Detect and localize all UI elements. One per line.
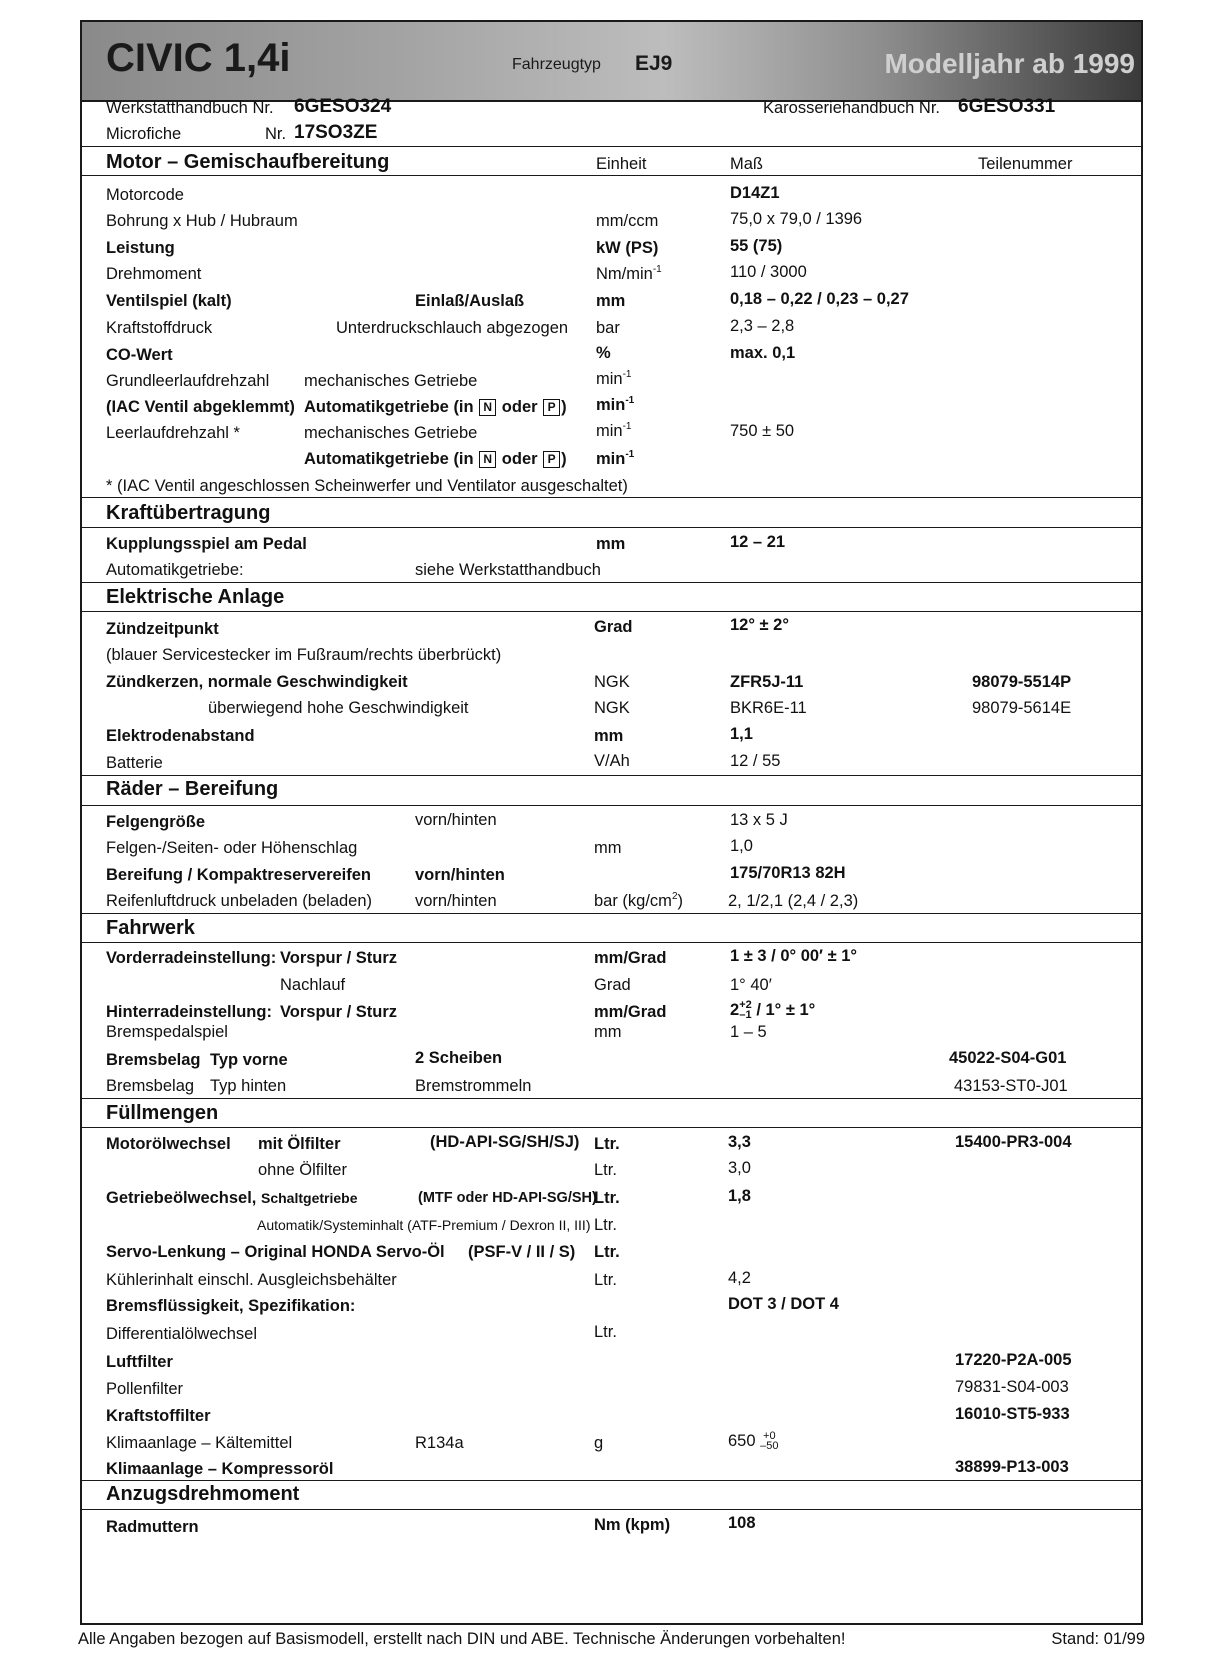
- divider: [82, 497, 1141, 498]
- brake-fluid-value: DOT 3 / DOT 4: [728, 1295, 839, 1313]
- idle-speed-value: 750 ± 50: [730, 422, 795, 440]
- section-title-motor: Motor – Gemischaufbereitung: [106, 151, 390, 173]
- fuel-filter-part: 16010-ST5-933: [955, 1405, 1070, 1423]
- fuel-pressure-condition: Unterdruckschlauch abgezogen: [336, 319, 569, 337]
- valve-clearance-value: 0,18 – 0,22 / 0,23 – 0,27: [730, 290, 909, 308]
- divider: [82, 805, 1141, 806]
- pollen-filter-label: Pollenfilter: [106, 1380, 184, 1398]
- refrigerant-unit: g: [594, 1434, 604, 1452]
- power-value: 55 (75): [730, 237, 783, 255]
- rear-alignment-value: 2+2 –1 / 1° ± 1°: [730, 999, 816, 1021]
- microfiche-nr-label: Nr.: [265, 125, 287, 143]
- gear-n-box: N: [479, 451, 496, 468]
- gear-p-box: P: [543, 399, 560, 416]
- idle-speed-condition: mechanisches Getriebe: [304, 424, 478, 442]
- tyres-value: 175/70R13 82H: [730, 864, 846, 882]
- tyre-pressure-label: Reifenluftdruck unbeladen (beladen): [106, 892, 373, 910]
- atf-unit: Ltr.: [594, 1216, 617, 1234]
- rim-size-condition: vorn/hinten: [415, 811, 497, 829]
- rim-size-value: 13 x 5 J: [730, 811, 788, 829]
- gear-oil-unit: Ltr.: [594, 1189, 620, 1207]
- ignition-timing-unit: Grad: [594, 618, 633, 636]
- microfiche-label: Microfiche: [106, 125, 182, 143]
- engine-oil-label: Motorölwechsel: [106, 1135, 231, 1153]
- spec-sheet: [80, 20, 1143, 1625]
- caster-value: 1° 40′: [730, 976, 772, 994]
- spark-plugs-part: 98079-5514P: [972, 673, 1072, 691]
- power-steering-label: Servo-Lenkung – Original HONDA Servo-Öl: [106, 1243, 445, 1261]
- brake-pad-rear-label: Bremsbelag: [106, 1077, 195, 1095]
- divider: [82, 913, 1141, 914]
- air-filter-label: Luftfilter: [106, 1353, 173, 1371]
- refrigerant-type: R134a: [415, 1434, 464, 1452]
- divider: [82, 582, 1141, 583]
- battery-value: 12 / 55: [730, 752, 781, 770]
- tyre-pressure-unit: bar $(kg/cm^2)$: [594, 891, 683, 910]
- tyre-pressure-value: 2, 1/2,1 (2,4 / 2,3): [728, 892, 859, 910]
- differential-oil-unit: Ltr.: [594, 1323, 617, 1341]
- ignition-timing-value: 12° ± 2°: [730, 616, 789, 634]
- brake-pedal-play-unit: mm: [594, 1023, 622, 1041]
- divider: [82, 1098, 1141, 1099]
- pollen-filter-part: 79831-S04-003: [955, 1378, 1069, 1396]
- wheel-nuts-label: Radmuttern: [106, 1518, 199, 1536]
- coolant-unit: Ltr.: [594, 1271, 617, 1289]
- divider: [82, 146, 1141, 147]
- header-banner: [82, 22, 1141, 102]
- tyre-pressure-condition: vorn/hinten: [415, 892, 497, 910]
- body-manual-number: 6GESO331: [958, 96, 1056, 117]
- battery-unit: V/Ah: [594, 752, 630, 770]
- brake-fluid-label: Bremsflüssigkeit, Spezifikation:: [106, 1297, 356, 1315]
- spark-plugs-high-speed-value: BKR6E-11: [730, 699, 807, 717]
- microfiche-number: 17SO3ZE: [294, 122, 378, 143]
- air-filter-part: 17220-P2A-005: [955, 1351, 1072, 1369]
- tyres-condition: vorn/hinten: [415, 866, 505, 884]
- valve-clearance-condition: Einlaß/Auslaß: [415, 292, 525, 310]
- column-header-part: Teilenummer: [978, 155, 1073, 173]
- spark-plugs-label: Zündkerzen, normale Geschwindigkeit: [106, 673, 408, 691]
- brake-pad-front-label: Bremsbelag: [106, 1051, 201, 1069]
- divider: [82, 775, 1141, 776]
- co-value-unit: %: [596, 344, 611, 362]
- brake-pad-rear-type: Typ hinten: [210, 1077, 287, 1095]
- fuel-filter-label: Kraftstoffilter: [106, 1407, 211, 1425]
- iac-footnote: * (IAC Ventil angeschlossen Scheinwerfer und Ventilator ausgeschaltet): [106, 477, 628, 495]
- brake-pad-rear-condition: Bremstrommeln: [415, 1077, 532, 1095]
- section-title-torque: Anzugsdrehmoment: [106, 1483, 300, 1505]
- electrode-gap-unit: mm: [594, 727, 624, 745]
- caster-label: Nachlauf: [280, 976, 346, 994]
- front-alignment-value: 1 ± 3 / 0° 00′ ± 1°: [730, 947, 857, 965]
- engine-oil-value: 3,3: [728, 1133, 751, 1151]
- engine-oil-without-filter-unit: Ltr.: [594, 1161, 617, 1179]
- gear-p-box: P: [543, 451, 560, 468]
- fuel-pressure-label: Kraftstoffdruck: [106, 319, 213, 337]
- section-title-wheels: Räder – Bereifung: [106, 778, 279, 800]
- brake-pad-rear-part: 43153-ST0-J01: [954, 1077, 1068, 1095]
- wheel-nuts-value: 108: [728, 1514, 756, 1532]
- compressor-oil-label: Klimaanlage – Kompressoröl: [106, 1460, 334, 1478]
- front-toe-camber-label: Vorspur / Sturz: [280, 949, 398, 967]
- valve-clearance-unit: mm: [596, 292, 626, 310]
- column-header-measure: Maß: [730, 155, 763, 173]
- vehicle-type-value: EJ9: [635, 52, 673, 75]
- brake-pad-front-condition: 2 Scheiben: [415, 1049, 503, 1067]
- electrode-gap-value: 1,1: [730, 725, 753, 743]
- divider: [82, 1127, 1141, 1128]
- model-name: CIVIC 1,4i: [106, 36, 291, 80]
- engine-oil-without-filter-label: ohne Ölfilter: [258, 1161, 347, 1179]
- gear-n-box: N: [479, 399, 496, 416]
- motorcode-value: D14Z1: [730, 184, 780, 202]
- brake-pad-front-type: Typ vorne: [210, 1051, 288, 1069]
- column-header-unit: Einheit: [596, 155, 647, 173]
- engine-oil-spec: (HD-API-SG/SH/SJ): [430, 1133, 580, 1151]
- divider: [82, 527, 1141, 528]
- power-unit: kW (PS): [596, 239, 659, 257]
- divider: [82, 175, 1141, 176]
- idle-speed-auto-condition: Automatikgetriebe (in N oder P ): [304, 450, 567, 468]
- power-label: Leistung: [106, 239, 175, 257]
- rear-toe-camber-label: Vorspur / Sturz: [280, 1003, 398, 1021]
- engine-oil-unit: Ltr.: [594, 1135, 620, 1153]
- rim-runout-value: 1,0: [730, 837, 753, 855]
- idle-speed-auto-unit: $\min^{-1}$: [596, 449, 635, 468]
- idle-speed-label: Leerlaufdrehzahl *: [106, 424, 240, 442]
- refrigerant-label: Klimaanlage – Kältemittel: [106, 1434, 293, 1452]
- footer-disclaimer: Alle Angaben bezogen auf Basismodell, erstellt nach DIN und ABE. Technische Änderungen vorbehalten!: [78, 1630, 846, 1648]
- brake-pedal-play-value: 1 – 5: [730, 1023, 767, 1041]
- torque-unit: $Nm/\min^{-1}$: [596, 264, 662, 283]
- caster-unit: Grad: [594, 976, 631, 994]
- gear-oil-spec: (MTF oder HD-API-SG/SH): [418, 1190, 597, 1206]
- body-manual-label: Karosseriehandbuch Nr.: [763, 99, 941, 117]
- engine-oil-filter-part: 15400-PR3-004: [955, 1133, 1072, 1151]
- fuel-pressure-value: 2,3 – 2,8: [730, 317, 795, 335]
- coolant-value: 4,2: [728, 1269, 751, 1287]
- brake-pad-front-part: 45022-S04-G01: [949, 1049, 1067, 1067]
- divider: [82, 942, 1141, 943]
- co-value-value: max. 0,1: [730, 344, 796, 362]
- rim-runout-unit: mm: [594, 839, 622, 857]
- front-alignment-label: Vorderradeinstellung:: [106, 949, 277, 967]
- spark-plugs-high-speed-label: überwiegend hohe Geschwindigkeit: [208, 699, 469, 717]
- rear-alignment-label: Hinterradeinstellung:: [106, 1003, 272, 1021]
- tyres-label: Bereifung / Kompaktreservereifen: [106, 866, 372, 884]
- base-idle-unit: $\min^{-1}$: [596, 369, 632, 388]
- divider: [82, 611, 1141, 612]
- atf-label: Automatik/Systeminhalt (ATF-Premium / Dexron II, III): [257, 1217, 591, 1233]
- coolant-label: Kühlerinhalt einschl. Ausgleichsbehälter: [106, 1271, 397, 1289]
- base-idle-label: Grundleerlaufdrehzahl: [106, 372, 270, 390]
- bore-stroke-value: 75,0 x 79,0 / 1396: [730, 210, 863, 228]
- fuel-pressure-unit: bar: [596, 319, 620, 337]
- divider: [82, 1509, 1141, 1510]
- electrode-gap-label: Elektrodenabstand: [106, 727, 255, 745]
- spark-plugs-high-speed-unit: NGK: [594, 699, 630, 717]
- differential-oil-label: Differentialölwechsel: [106, 1325, 258, 1343]
- torque-value: 110 / 3000: [730, 263, 807, 281]
- engine-oil-with-filter-label: mit Ölfilter: [258, 1135, 341, 1153]
- section-title-drivetrain: Kraftübertragung: [106, 502, 271, 524]
- idle-speed-unit: $\min^{-1}$: [596, 421, 632, 440]
- workshop-manual-label: Werkstatthandbuch Nr.: [106, 99, 274, 117]
- co-value-label: CO-Wert: [106, 346, 173, 364]
- gear-oil-value: 1,8: [728, 1187, 751, 1205]
- base-idle-condition: mechanisches Getriebe: [304, 372, 478, 390]
- section-title-chassis: Fahrwerk: [106, 917, 195, 939]
- ignition-timing-label: Zündzeitpunkt: [106, 620, 219, 638]
- bore-stroke-unit: mm/ccm: [596, 212, 659, 230]
- spark-plugs-high-speed-part: 98079-5614E: [972, 699, 1072, 717]
- clutch-play-unit: mm: [596, 535, 626, 553]
- section-title-fluids: Füllmengen: [106, 1102, 219, 1124]
- model-year: Modelljahr ab 1999: [884, 48, 1135, 79]
- brake-pedal-play-label: Bremspedalspiel: [106, 1023, 228, 1041]
- vehicle-type-label: Fahrzeugtyp: [512, 56, 601, 73]
- power-steering-spec: (PSF-V / II / S): [468, 1243, 576, 1261]
- rim-runout-label: Felgen-/Seiten- oder Höhenschlag: [106, 839, 358, 857]
- automatic-transmission-label: Automatikgetriebe:: [106, 561, 244, 579]
- wheel-nuts-unit: Nm (kpm): [594, 1516, 671, 1534]
- clutch-play-value: 12 – 21: [730, 533, 786, 551]
- gear-oil-label: Getriebeölwechsel, Schaltgetriebe: [106, 1189, 358, 1207]
- motorcode-label: Motorcode: [106, 186, 184, 204]
- rim-size-label: Felgengröße: [106, 813, 206, 831]
- divider: [82, 1480, 1141, 1481]
- base-idle-auto-condition: Automatikgetriebe (in N oder P ): [304, 398, 567, 416]
- engine-oil-without-filter-value: 3,0: [728, 1159, 751, 1177]
- workshop-manual-number: 6GESO324: [294, 96, 392, 117]
- iac-clamped-label: (IAC Ventil abgeklemmt): [106, 398, 295, 416]
- rear-alignment-unit: mm/Grad: [594, 1003, 667, 1021]
- spark-plugs-unit: NGK: [594, 673, 630, 691]
- torque-label: Drehmoment: [106, 265, 202, 283]
- compressor-oil-part: 38899-P13-003: [955, 1458, 1069, 1476]
- valve-clearance-label: Ventilspiel (kalt): [106, 292, 232, 310]
- battery-label: Batterie: [106, 754, 163, 772]
- automatic-transmission-note: siehe Werkstatthandbuch: [415, 561, 601, 579]
- spark-plugs-value: ZFR5J-11: [730, 673, 804, 691]
- section-title-electrical: Elektrische Anlage: [106, 586, 285, 608]
- bore-stroke-label: Bohrung x Hub / Hubraum: [106, 212, 298, 230]
- power-steering-unit: Ltr.: [594, 1243, 620, 1261]
- refrigerant-value: 650 +0 –50: [728, 1430, 779, 1452]
- base-idle-auto-unit: $\min^{-1}$: [596, 395, 635, 414]
- footer-date: Stand: 01/99: [1051, 1630, 1145, 1648]
- clutch-play-label: Kupplungsspiel am Pedal: [106, 535, 307, 553]
- front-alignment-unit: mm/Grad: [594, 949, 667, 967]
- service-plug-note: (blauer Servicestecker im Fußraum/rechts überbrückt): [106, 646, 502, 664]
